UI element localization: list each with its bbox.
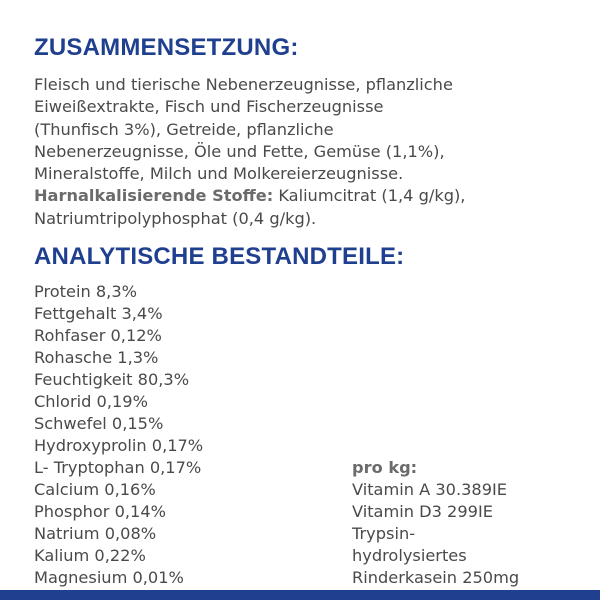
list-item: Protein 8,3%	[34, 282, 138, 301]
list-item: L- Tryptophan 0,17%	[34, 458, 202, 477]
composition-line: Eiweißextrakte, Fisch und Fischerzeugnisse	[34, 97, 384, 117]
list-item: Calcium 0,16%	[34, 480, 156, 499]
list-item: Rohasche 1,3%	[34, 348, 159, 367]
per-kg-line: hydrolysiertes	[352, 546, 467, 565]
per-kg-title: pro kg:	[352, 458, 418, 477]
per-kg-block	[352, 457, 519, 589]
composition-text	[34, 74, 594, 230]
composition-line: Mineralstoffe, Milch und Molkereierzeugnisse.	[34, 164, 404, 184]
composition-line: Natriumtripolyphosphat (0,4 g/kg).	[34, 208, 317, 228]
per-kg-line: Vitamin D3 299IE	[352, 502, 493, 521]
per-kg-line: Vitamin A 30.389IE	[352, 480, 508, 499]
additives-line	[34, 185, 594, 207]
composition-heading: ZUSAMMENSETZUNG:	[34, 34, 299, 61]
list-item: Rohfaser 0,12%	[34, 326, 162, 345]
analytical-heading: ANALYTISCHE BESTANDTEILE:	[34, 243, 405, 270]
list-item: Schwefel 0,15%	[34, 414, 164, 433]
list-item: Hydroxyprolin 0,17%	[34, 436, 204, 455]
composition-line: Fleisch und tierische Nebenerzeugnisse, pflanzliche	[34, 75, 453, 94]
analytical-list	[34, 281, 203, 589]
bottom-accent-bar	[0, 590, 600, 600]
list-item: Chlorid 0,19%	[34, 392, 148, 411]
list-item: Phosphor 0,14%	[34, 502, 167, 521]
list-item: Fettgehalt 3,4%	[34, 304, 163, 323]
additive-label: Harnalkalisierende Stoffe:	[34, 186, 274, 206]
additive-text: Kaliumcitrat (1,4 g/kg),	[273, 186, 466, 206]
per-kg-line: Trypsin-	[352, 524, 416, 543]
list-item: Natrium 0,08%	[34, 524, 157, 543]
list-item: Kalium 0,22%	[34, 546, 146, 565]
composition-line: (Thunfisch 3%), Getreide, pflanzliche	[34, 119, 334, 139]
per-kg-line: Rinderkasein 250mg	[352, 568, 520, 587]
composition-line: Nebenerzeugnisse, Öle und Fette, Gemüse (1,1%),	[34, 141, 445, 161]
list-item: Magnesium 0,01%	[34, 568, 184, 587]
list-item: Feuchtigkeit 80,3%	[34, 370, 190, 389]
